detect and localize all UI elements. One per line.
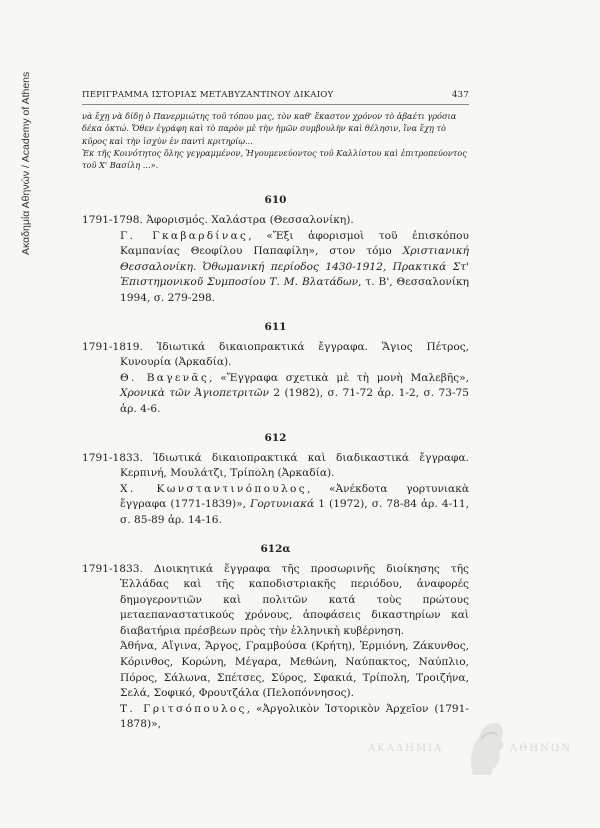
entry-611 (82, 321, 469, 418)
entry-reference (82, 482, 469, 529)
reference-text: , τ. Β', Θεσσαλονίκη 1994, σ. 279-298. (120, 276, 469, 304)
entry-610 (82, 194, 469, 307)
entry-number: 610 (264, 194, 287, 206)
entry-612 (82, 432, 469, 529)
entry-description: 1791-1798. Ἀφορισμός. Χαλάστρα (Θεσσαλονίκη). (82, 214, 354, 226)
entry-number: 612 (264, 431, 287, 444)
academy-watermark-logo (368, 717, 588, 792)
entry-description: 1791-1833. Διοικητικά ἔγγραφα τῆς προσωρινῆς διοίκησης τῆς Ἑλλάδας καὶ τῆς καποδιστριακῆς περιόδου, ἀναφορές δημογεροντιῶν καὶ πολιτῶν κατά τοὺς πρώτους μεταεπαναστατικούς χρόνους, ἀποφάσεις δικαστηρίων καὶ διαβατήρια πρέσβεων πρὸς τὴν ἑλληνικὴ κυβέρνηση. (82, 562, 469, 637)
reference-text: , «Ἔξι ἀφορισμοὶ τοῦ ἐπισκόπου Καμπανίας Θεοφίλου Παπαφίλη», στον τόμο (120, 229, 469, 258)
entry-reference (82, 371, 469, 418)
entry-description: 1791-1819. Ἰδιωτικά δικαιοπρακτικά ἔγγραφα. Ἅγιος Πέτρος, Κυνουρία (Ἀρκαδία). (82, 340, 469, 369)
entry-reference (82, 229, 469, 307)
header-rule (82, 104, 469, 105)
reference-author: Γ. Γκαβαρδίνας (120, 229, 249, 242)
intro-quote (82, 110, 469, 171)
page-number: 437 (451, 90, 469, 100)
reference-author: Θ. Βαγενᾶς (120, 371, 210, 384)
logo-left-text: ΑΚΑΔΗΜΙΑ (368, 743, 444, 754)
entry-description: 1791-1833. Ἰδιωτικά δικαιοπρακτικά καὶ διαδικαστικά ἔγγραφα. Κερπινή, Μουλάτζι, Τρίπολη (Ἀρκαδία). (82, 451, 469, 480)
reference-text: 2 (1982), σ. 71-72 ἀρ. 1-2, σ. 73-75 ἀρ. 4-6. (120, 387, 470, 415)
athena-head-icon (463, 717, 509, 779)
side-label-text: Ακαδημία Αθηνών / Academy of Athens (20, 71, 32, 255)
intro-line: κῦρος καὶ τὴν ἰσχὺν ἐν παντὶ κριτηρίῳ... (82, 135, 253, 146)
entry-places: Ἀθήνα, Αἴγινα, Ἄργος, Γραμβούσα (Κρήτη), Ἑρμιόνη, Ζάκυνθος, Κόρινθος, Κορώνη, Μέγαρα, Μεθώνη, Ναύπακτος, Ναύπλιο, Πόρος, Σάλωνα, Σπέτσες, Σύρος, Σφακιά, Τρίπολη, Τροιζήνα, Σελά, Σοφικό, Φρουτζάλα (Πελοπόννησος). (120, 640, 469, 700)
reference-text: 1 (1972), σ. 78-84 ἀρ. 4-11, σ. 85-89 ἀρ. 14-16. (120, 498, 469, 526)
intro-line: τοῦ Χ' Βασίλη ...». (82, 160, 159, 171)
entry-number: 612α (260, 542, 291, 555)
reference-author: Τ. Γριτσόπουλος (120, 702, 247, 715)
entry-612a (82, 543, 469, 734)
reference-title: Χρονικὰ τῶν Ἁγιοπετριτῶν (120, 387, 269, 400)
logo-right-text: ΑΘΗΝΩΝ (510, 743, 572, 754)
side-label (20, 40, 34, 255)
entry-number: 611 (264, 320, 287, 333)
entries (82, 194, 469, 747)
reference-text: , «Ἀνέκδοτα γορτυνιακὰ ἔγγραφα (1771-1839)», (120, 482, 469, 511)
running-header (82, 90, 469, 100)
intro-line: νὰ ἔχῃ νὰ δίδῃ ὁ Πανερμιώτης τοῦ τόπου μας, τὸν καθ' ἕκαστον χρόνον τὸ ἀβαέτι γρόσια (82, 111, 457, 121)
reference-author: Χ. Κωνσταντινόπουλος (120, 482, 307, 495)
reference-title: Χριστιανική Θεσσαλονίκη. Ὀθωμανική περίοδος 1430-1912, Πρακτικά Στ' Ἐπιστημονικοῦ Συμποσίου Τ. Μ. Βλατάδων (120, 245, 469, 289)
reference-text: , «Ἔγγραφα σχετικὰ μὲ τὴ μονὴ Μαλεβῆς», (209, 371, 469, 384)
intro-line: Ἐκ τῆς Κοινότητος ὅλης γεγραμμένον, Ἡγουμενεύοντος τοῦ Καλλίστου καὶ ἐπιτροπεύοντος (82, 147, 467, 158)
reference-title: Γορτυνιακά (250, 498, 315, 511)
reference-text: , «Ἀργολικὸν Ἱστορικὸν Ἀρχεῖον (1791-1878)», (120, 702, 469, 731)
intro-line: δέκα ὀκτώ. Ὅθεν ἐγράφη καὶ τὸ παρὸν μὲ τὴν ἡμῶν συμβουλὴν καὶ θέλησιν, ἵνα ἔχῃ τὸ (82, 123, 446, 134)
header-title: ΠΕΡΙΓΡΑΜΜΑ ΙΣΤΟΡΙΑΣ ΜΕΤΑΒΥΖΑΝΤΙΝΟΥ ΔΙΚΑΙΟΥ (82, 90, 334, 100)
